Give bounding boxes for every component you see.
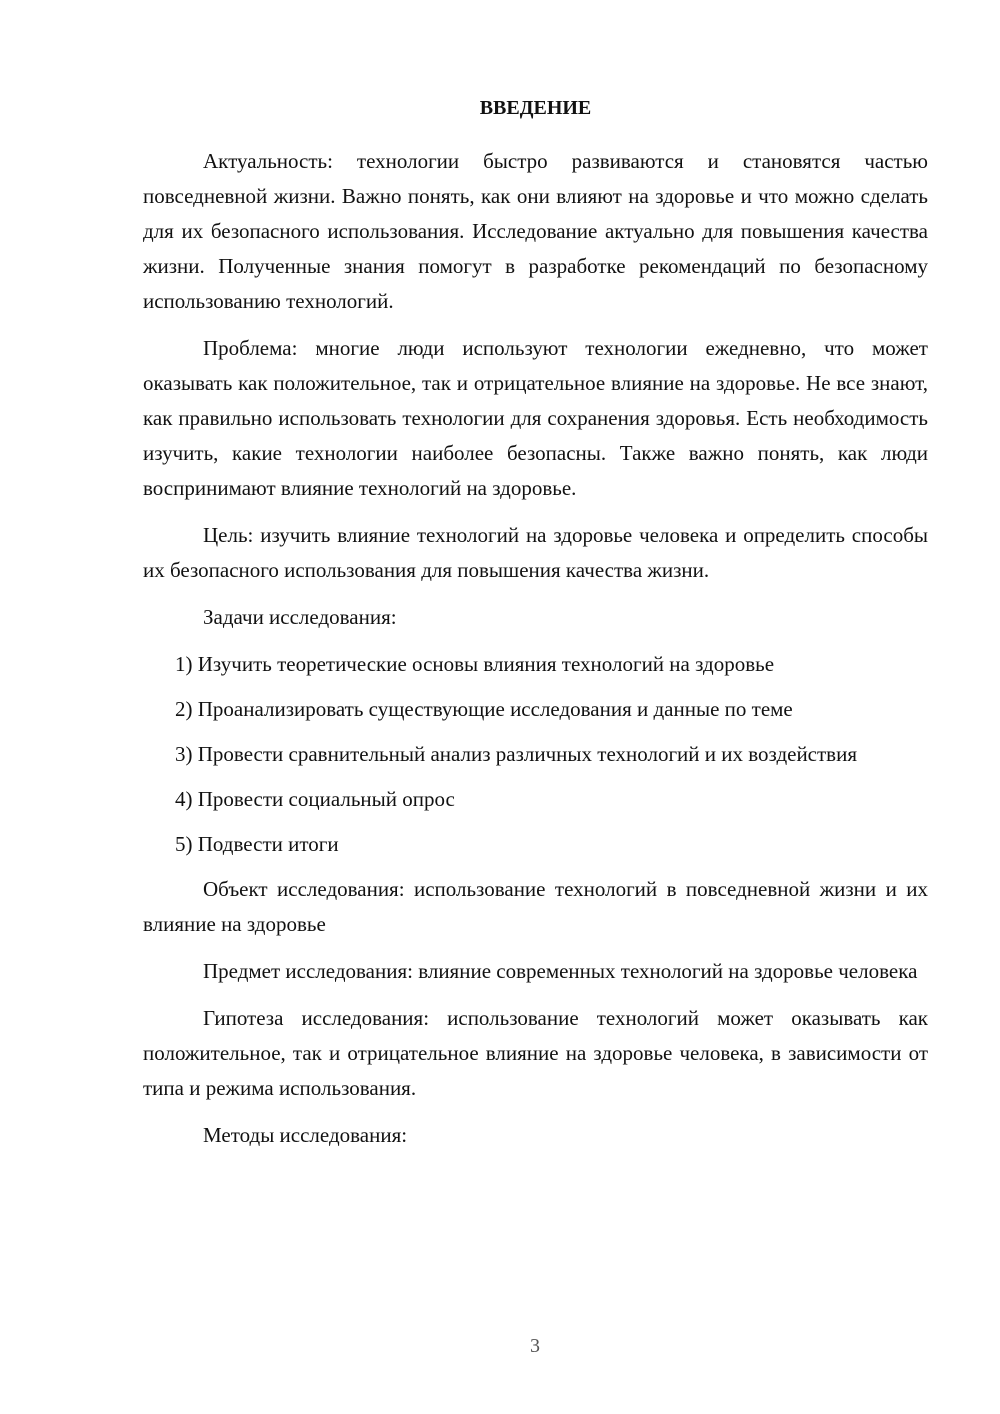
page-content (143, 94, 928, 1165)
tasks-title: Задачи исследования: (203, 605, 397, 629)
paragraph-hypothesis: Гипотеза исследования: использование технологий может оказывать как положительное, так и отрицательное влияние на здоровье человека, в зависимости от типа и режима использования. (143, 1006, 928, 1100)
paragraph-object: Объект исследования: использование технологий в повседневной жизни и их влияние на здоровье (143, 877, 928, 936)
task-item-2: 2) Проанализировать существующие исследования и данные по теме (175, 697, 793, 721)
task-item-4: 4) Провести социальный опрос (175, 787, 455, 811)
paragraph-problem: Проблема: многие люди используют технологии ежедневно, что может оказывать как положительное, так и отрицательное влияние на здоровье. Не все знают, как правильно использовать технологии для сохранения здоровья. Есть необходимость изучить, какие технологии наиболее безопасны. Также важно понять, как люди воспринимают влияние технологий на здоровье. (143, 336, 928, 500)
paragraph-actuality: Актуальность: технологии быстро развиваются и становятся частью повседневной жизни. Важно понять, как они влияют на здоровье и что можно сделать для их безопасного использования. Исследование актуально для повышения качества жизни. Полученные знания помогут в разработке рекомендаций по безопасному использованию технологий. (143, 149, 928, 313)
task-item-5: 5) Подвести итоги (175, 832, 339, 856)
section-heading: ВВЕДЕНИЕ (479, 97, 592, 119)
task-item-1: 1) Изучить теоретические основы влияния технологий на здоровье (175, 652, 775, 676)
methods-title: Методы исследования: (203, 1123, 408, 1147)
task-item-3: 3) Провести сравнительный анализ различных технологий и их воздействия (175, 742, 857, 766)
paragraph-subject: Предмет исследования: влияние современных технологий на здоровье человека (203, 959, 918, 983)
paragraph-goal: Цель: изучить влияние технологий на здоровье человека и определить способы их безопасного использования для повышения качества жизни. (143, 523, 928, 582)
page-number: 3 (530, 1335, 540, 1357)
